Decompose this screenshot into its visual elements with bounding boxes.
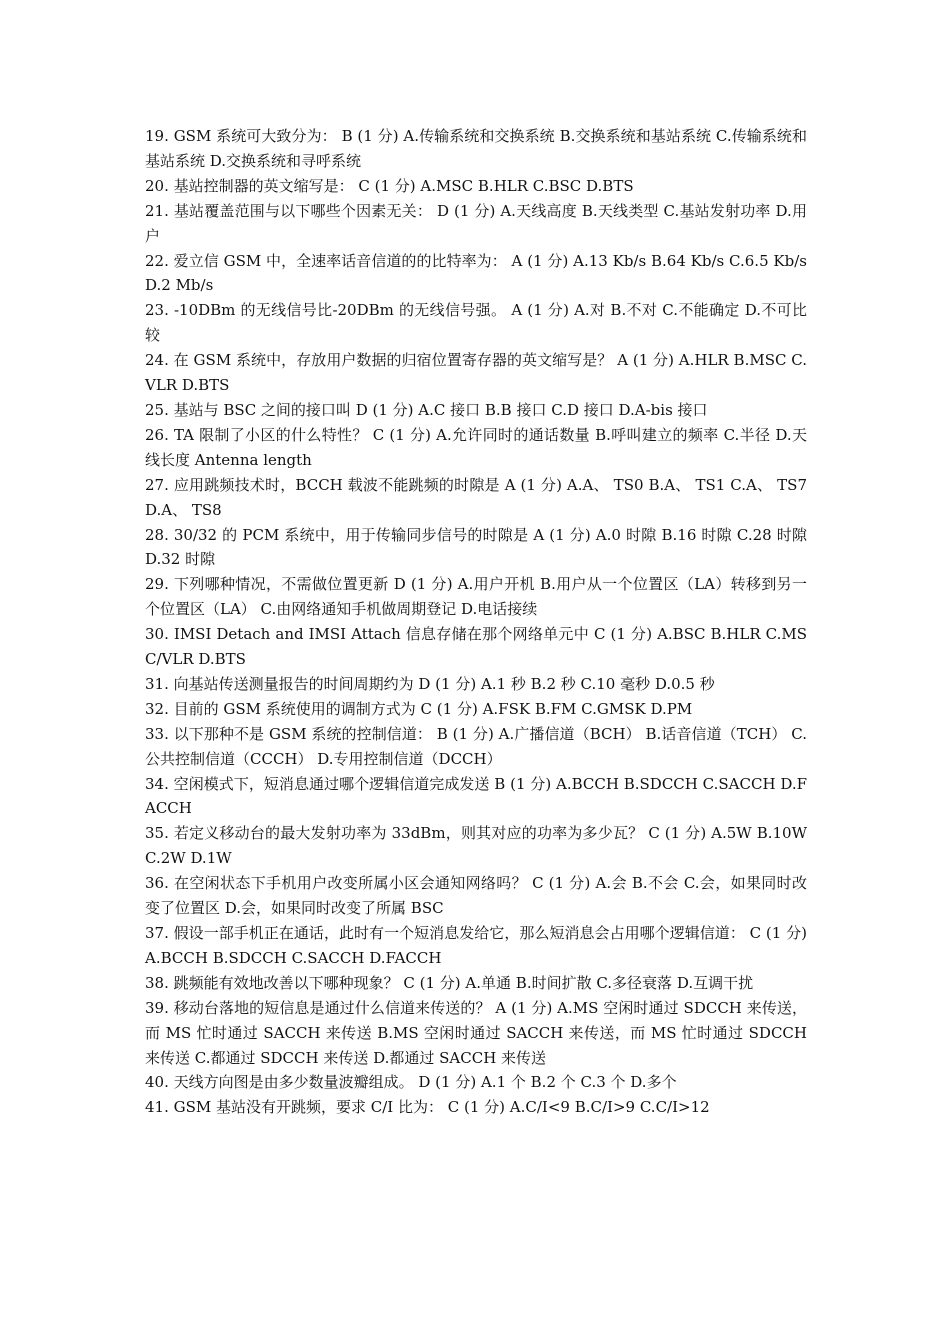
question-27: 27. 应用跳频技术时，BCCH 载波不能跳频的时隙是 A (1 分) A.A、 TS0 B.A、 TS1 C.A、 TS7 D.A、 TS8 [145,475,807,519]
question-20: 20. 基站控制器的英文缩写是： C (1 分) A.MSC B.HLR C.BSC D.BTS [145,176,634,195]
question-37: 37. 假设一部手机正在通话，此时有一个短消息发给它，那么短消息会占用哪个逻辑信道： C (1 分) A.BCCH B.SDCCH C.SACCH D.FACCH [145,924,807,967]
question-36: 36. 在空闲状态下手机用户改变所属小区会通知网络吗？ C (1 分) A.会 B.不会 C.会，如果同时改变了位置区 D.会，如果同时改变了所属 BSC [145,874,807,918]
question-32: 32. 目前的 GSM 系统使用的调制方式为 C (1 分) A.FSK B.FM C.GMSK D.PM [145,699,693,718]
question-39: 39. 移动台落地的短信息是通过什么信道来传送的？ A (1 分) A.MS 空闲时通过 SDCCH 来传送，而 MS 忙时通过 SACCH 来传送 B.MS 空闲时通过 SACCH 来传送，而 MS 忙时通过 SDCCH 来传送 C.都通过 SDCCH 来传送 D.都通过 SACCH 来传送 [145,998,807,1067]
question-31: 31. 向基站传送测量报告的时间周期约为 D (1 分) A.1 秒 B.2 秒 C.10 毫秒 D.0.5 秒 [145,674,715,693]
question-33: 33. 以下那种不是 GSM 系统的控制信道： B (1 分) A.广播信道（BCH） B.话音信道（TCH） C.公共控制信道（CCCH） D.专用控制信道（DCCH） [145,724,807,768]
question-29: 29. 下列哪种情况，不需做位置更新 D (1 分) A.用户开机 B.用户从一个位置区（LA）转移到另一个位置区（LA） C.由网络通知手机做周期登记 D.电话接续 [145,575,807,619]
question-23: 23. -10DBm 的无线信号比-20DBm 的无线信号强。 A (1 分) A.对 B.不对 C.不能确定 D.不可比较 [145,301,807,345]
question-22: 22. 爱立信 GSM 中，全速率话音信道的的比特率为： A (1 分) A.13 Kb/s B.64 Kb/s C.6.5 Kb/s D.2 Mb/s [145,251,807,295]
question-19: 19. GSM 系统可大致分为： B (1 分) A.传输系统和交换系统 B.交换系统和基站系统 C.传输系统和基站系统 D.交换系统和寻呼系统 [145,127,807,170]
question-40: 40. 天线方向图是由多少数量波瓣组成。 D (1 分) A.1 个 B.2 个 C.3 个 D.多个 [145,1073,677,1092]
question-26: 26. TA 限制了小区的什么特性？ C (1 分) A.允许同时的通话数量 B.呼叫建立的频率 C.半径 D.天线长度 Antenna length [145,425,807,469]
question-24: 24. 在 GSM 系统中，存放用户数据的归宿位置寄存器的英文缩写是？ A (1 分) A.HLR B.MSC C.VLR D.BTS [145,351,807,395]
question-38: 38. 跳频能有效地改善以下哪种现象？ C (1 分) A.单通 B.时间扩散 C.多径衰落 D.互调干扰 [145,973,754,992]
question-21: 21. 基站覆盖范围与以下哪些个因素无关： D (1 分) A.天线高度 B.天线类型 C.基站发射功率 D.用户 [145,201,807,245]
question-list [145,124,807,1120]
question-30: 30. IMSI Detach and IMSI Attach 信息存储在那个网络单元中 C (1 分) A.BSC B.HLR C.MSC/VLR D.BTS [145,625,807,669]
question-28: 28. 30/32 的 PCM 系统中，用于传输同步信号的时隙是 A (1 分) A.0 时隙 B.16 时隙 C.28 时隙 D.32 时隙 [145,525,807,569]
question-25: 25. 基站与 BSC 之间的接口叫 D (1 分) A.C 接口 B.B 接口 C.D 接口 D.A-bis 接口 [145,400,708,419]
question-34: 34. 空闲模式下，短消息通过哪个逻辑信道完成发送 B (1 分) A.BCCH B.SDCCH C.SACCH D.FACCH [145,774,807,818]
question-41: 41. GSM 基站没有开跳频，要求 C/I 比为： C (1 分) A.C/I<9 B.C/I>9 C.C/I>12 [145,1098,710,1117]
question-35: 35. 若定义移动台的最大发射功率为 33dBm，则其对应的功率为多少瓦？ C (1 分) A.5W B.10W C.2W D.1W [145,824,807,868]
